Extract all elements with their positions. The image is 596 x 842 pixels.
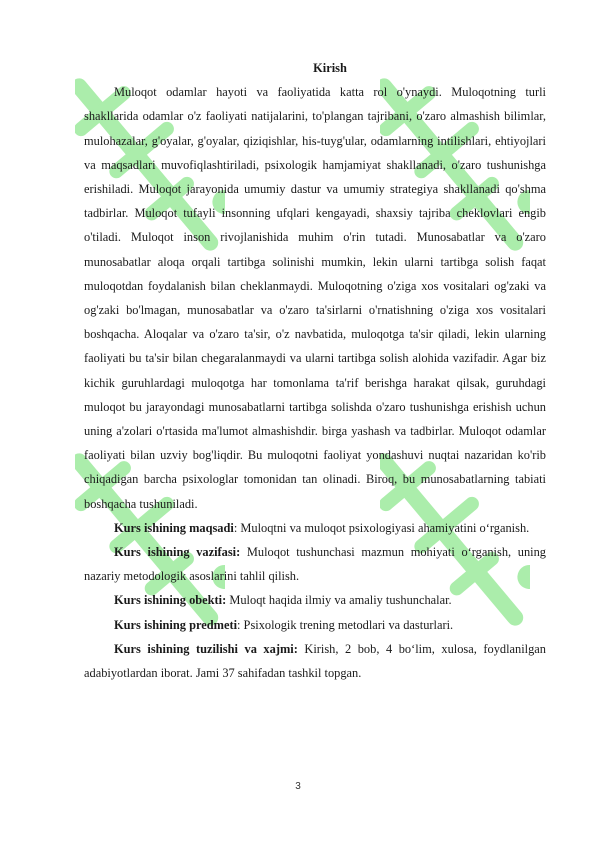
task-label: Kurs ishining vazifasi: bbox=[114, 545, 241, 560]
subject-paragraph bbox=[84, 613, 546, 637]
object-text: Muloqt haqida ilmiy va amaliy tushunchalar. bbox=[226, 593, 452, 608]
structure-paragraph bbox=[84, 637, 546, 685]
task-paragraph bbox=[84, 540, 546, 588]
page-number: 3 bbox=[295, 781, 301, 792]
structure-label: Kurs ishining tuzilishi va xajmi: bbox=[114, 641, 298, 656]
document-body bbox=[84, 56, 546, 685]
structure-text: Kirish, 2 bob, 4 bo‘lim, xulosa, foydlanilgan adabiyotlardan iborat. Jami 37 sahifadan tashkil topgan. bbox=[84, 641, 546, 681]
object-label: Kurs ishining obekti: bbox=[114, 593, 227, 608]
task-text: Muloqot tushunchasi mazmun mohiyati o‘rganish, uning nazariy metodologik asoslarini tahlil qilish. bbox=[84, 545, 546, 584]
intro-paragraph: Muloqot odamlar hayoti va faoliyatida katta rol o'ynaydi. Muloqotning turli shakllarida odamlar o'z faoliyati natijalarini, to'plangan tajribani, o'zaro almashish bilimlar, mulohazalar, g'oyalar, g'oyalar, qiziqishlar, his-tuyg'ular, odamlarning intilishlari, ehtiyojlari va maqsadlari muvofiqlashtiriladi, psixologik hamjamiyat shakllanadi, o'zaro tushunishga erishiladi. Muloqot jarayonida umumiy dastur va umumiy strategiya shakllanadi qo'shma tadbirlar. Muloqot tufayli insonning ufqlari kengayadi, shaxsiy tajriba cheklovlari engib o'tiladi. Muloqot inson rivojlanishida muhim o'rin tutadi. Munosabatlar va o'zaro munosabatlar aloqa orqali tartibga solinishi mumkin, lekin ularni tartibga solish faqat muloqotdan foydalanish bilan cheklanmaydi. Muloqotning o'ziga xos vositalari og'zaki va og'zaki bo'lmagan, munosabatlar va o'zaro ta'sirlarni o'rnatishning o'ziga xos vositalari boshqacha. Aloqalar va o'zaro ta'sir, o'z navbatida, muloqotga ta'sir qiladi, lekin ularning faoliyati bu ta'sir bilan chegaralanmaydi va ularni tartibga solish alohida vazifadir. Agar biz kichik guruhlardagi muloqotga har tomonlama ta'rif berishga harakat qilsak, guruhdagi muloqot bu jarayondagi munosabatlarni tartibga solishda o'zaro tushunishga erishish uchun uning a'zolari o'rtasida ma'lumot almashishdir. birga yashash va tadbirlar. Muloqot odamlar faoliyati bilan uzviy bog'liqdir. Bu muloqotni faoliyat yondashuvi nuqtai nazaridan ko'rib chiqadigan barcha psixologlar tomonidan tan olinadi. Biroq, bu munosabatlarning tabiati boshqacha tushuniladi. bbox=[84, 85, 546, 511]
subject-label: Kurs ishining predmeti bbox=[114, 617, 238, 632]
goal-label: Kurs ishining maqsadi bbox=[114, 520, 234, 535]
goal-text: : Muloqtni va muloqot psixologiyasi ahamiyatini o‘rganish. bbox=[233, 520, 530, 535]
object-paragraph bbox=[84, 588, 546, 612]
subject-text: : Psixologik trening metodlari va dasturlari. bbox=[237, 617, 454, 632]
section-title: Kirish bbox=[313, 61, 347, 75]
goal-paragraph bbox=[84, 516, 546, 540]
